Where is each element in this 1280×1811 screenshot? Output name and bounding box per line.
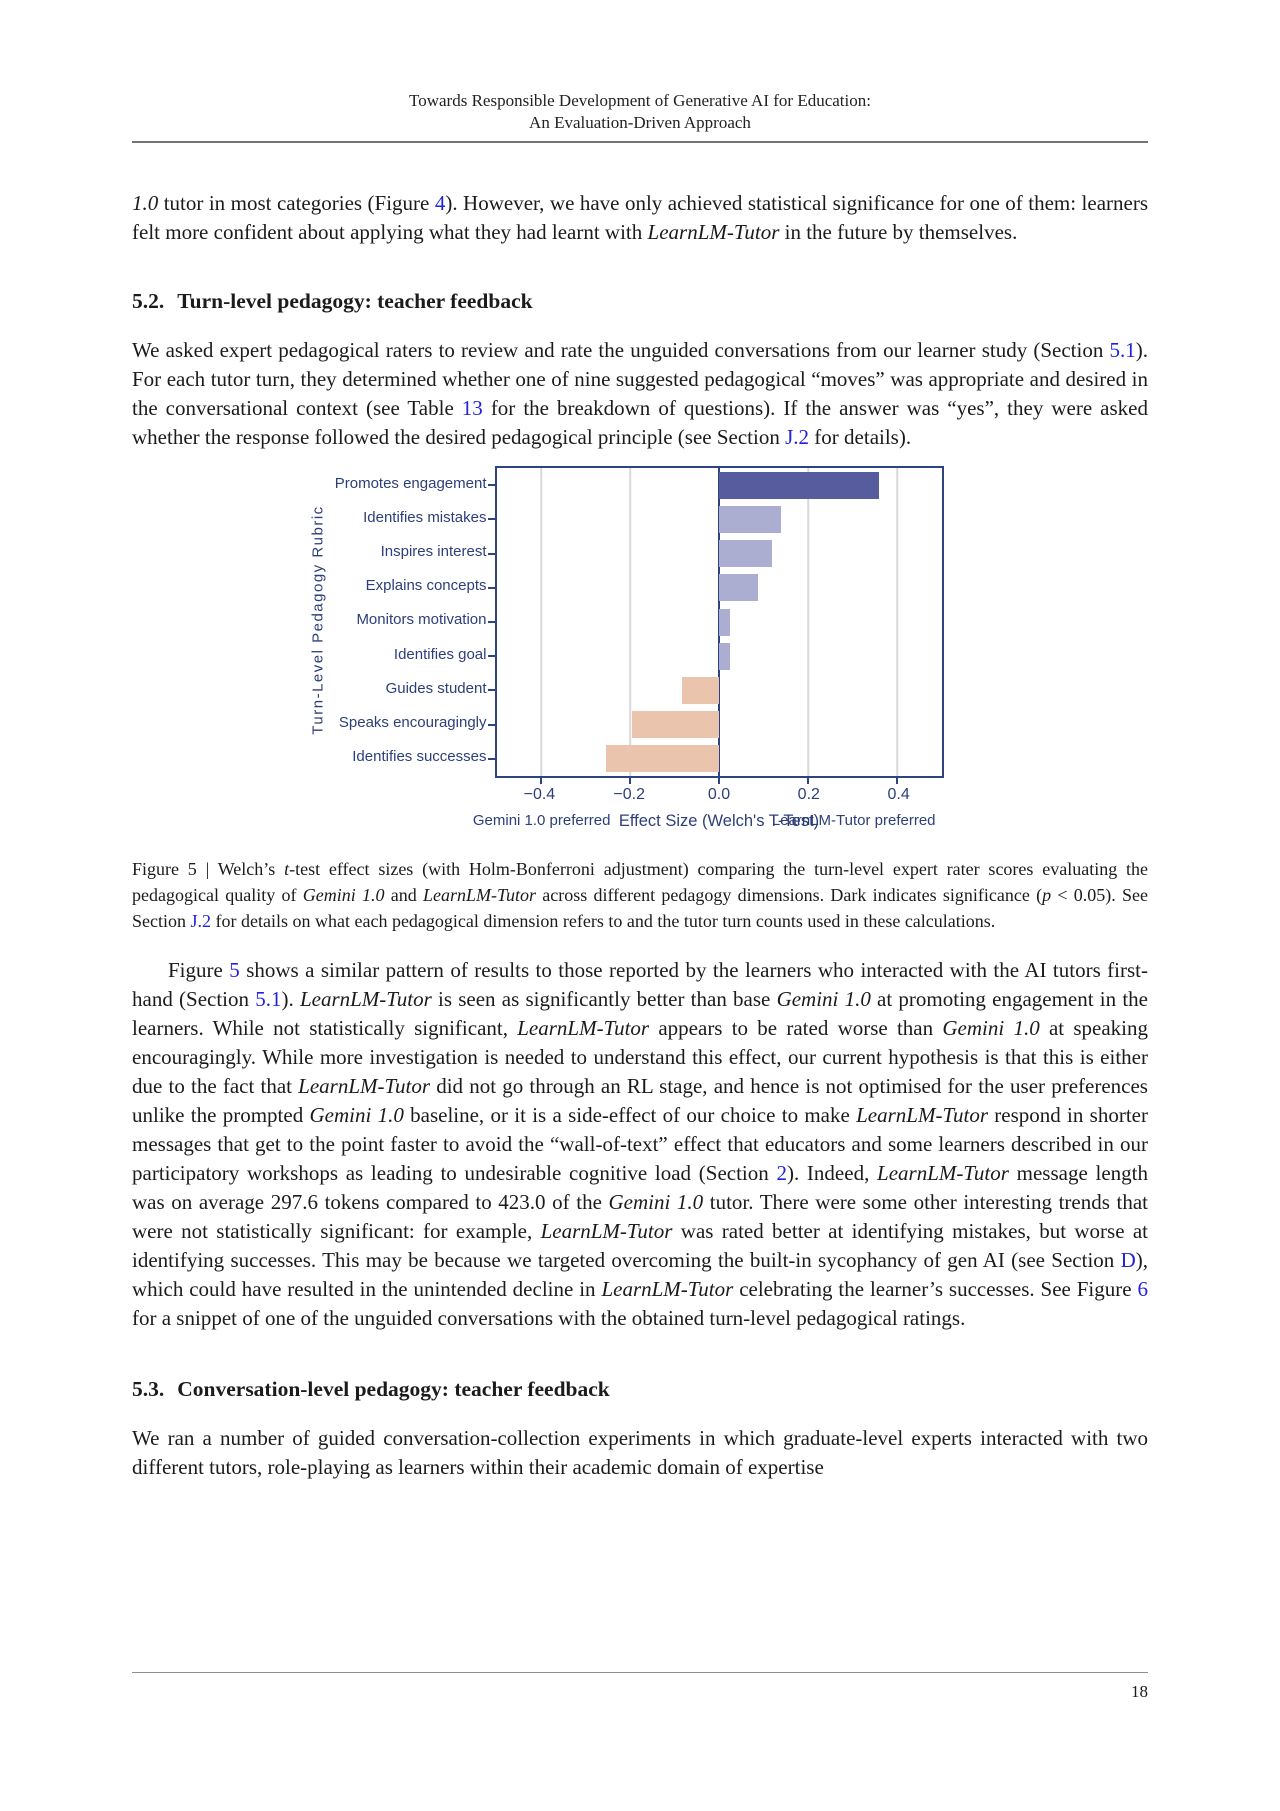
italic-text: LearnLM-Tutor bbox=[298, 1074, 431, 1098]
chart-bar bbox=[719, 506, 781, 533]
y-axis-label-column bbox=[301, 466, 335, 774]
italic-text: LearnLM-Tutor bbox=[601, 1277, 734, 1301]
text-run: and bbox=[384, 885, 423, 905]
italic-text: LearnLM-Tutor bbox=[647, 220, 780, 244]
section-number: 5.3. bbox=[132, 1377, 165, 1401]
text-run: in the future by themselves. bbox=[779, 220, 1018, 244]
italic-text: Gemini 1.0 bbox=[776, 987, 871, 1011]
text-run: for details). bbox=[809, 425, 912, 449]
text-run: message length was on average 297.6 tokens compared to 423.0 of the bbox=[132, 1161, 1148, 1214]
category-label: Speaks encouragingly bbox=[338, 714, 487, 732]
section-heading-5-3 bbox=[132, 1377, 1148, 1402]
text-run: shows a similar pattern of results to those reported by the learners who interacted with the AI tutors first-hand (Section bbox=[132, 958, 1149, 1011]
x-tick-mark bbox=[718, 778, 720, 784]
x-tick-mark bbox=[807, 778, 809, 784]
ref-link[interactable]: 5 bbox=[229, 958, 240, 982]
ref-link[interactable]: J.2 bbox=[190, 911, 212, 931]
text-run: ). bbox=[281, 987, 300, 1011]
chart-bar bbox=[719, 574, 758, 601]
bar-chart bbox=[301, 466, 944, 836]
chart-bar bbox=[719, 609, 730, 636]
page-number: 18 bbox=[1131, 1682, 1148, 1701]
y-tick-mark bbox=[488, 518, 495, 520]
y-tick-mark bbox=[488, 621, 495, 623]
text-run: ). However, we have only achieved statistical significance for one of them: learners felt more confident about applying what they had learnt with bbox=[132, 191, 1149, 244]
text-run: tutor. There were some other interesting trends that were not statistically significant: for example, bbox=[132, 1190, 1148, 1243]
text-run: appears to be rated worse than bbox=[649, 1016, 943, 1040]
y-tick-mark bbox=[488, 655, 495, 657]
text-run: was rated better at identifying mistakes, but worse at identifying successes. This may be because we targeted overcoming the built-in sycophancy of gen AI (see Section bbox=[132, 1219, 1148, 1272]
ref-link[interactable]: 6 bbox=[1137, 1277, 1148, 1301]
x-axis-label: Effect Size (Welch's T-Test) bbox=[618, 812, 820, 830]
chart-bar bbox=[632, 711, 719, 738]
italic-text: LearnLM-Tutor bbox=[877, 1161, 1009, 1185]
text-run: celebrating the learner’s successes. See Figure bbox=[733, 1277, 1138, 1301]
paragraph-intro bbox=[132, 189, 1148, 247]
x-tick-mark bbox=[896, 778, 898, 784]
y-tick-mark bbox=[488, 758, 495, 760]
page-footer bbox=[132, 1672, 1148, 1702]
figure-5 bbox=[132, 466, 1148, 836]
category-label: Promotes engagement bbox=[334, 474, 487, 492]
chart-plot-column bbox=[472, 466, 944, 836]
running-header bbox=[132, 90, 1148, 134]
category-label: Identifies mistakes bbox=[363, 508, 487, 526]
chart-bar bbox=[719, 643, 730, 670]
x-tick-mark bbox=[540, 778, 542, 784]
text-run: Figure bbox=[168, 958, 230, 982]
x-tick-mark bbox=[629, 778, 631, 784]
text-run: ), which could have resulted in the unintended decline in bbox=[132, 1248, 1148, 1301]
right-axis-caption: LearnLM-Tutor preferred bbox=[771, 812, 936, 829]
ref-link[interactable]: J.2 bbox=[785, 425, 810, 449]
gridline bbox=[807, 468, 809, 776]
x-tick-label: 0.0 bbox=[707, 786, 731, 803]
y-axis-label: Turn-Level Pedagogy Rubric bbox=[309, 505, 326, 735]
gridline bbox=[629, 468, 631, 776]
y-tick-mark bbox=[488, 484, 495, 486]
y-tick-mark bbox=[488, 587, 495, 589]
text-run: tutor in most categories (Figure bbox=[158, 191, 435, 215]
text-run: at promoting engagement in the learners. While not statistically significant, bbox=[132, 987, 1148, 1040]
text-run: at speaking encouragingly. While more investigation is needed to understand this effect, our current hypothesis is that this is either due to the fact that bbox=[132, 1016, 1149, 1098]
figure-caption bbox=[132, 856, 1148, 934]
x-tick-label: 0.4 bbox=[887, 786, 910, 803]
header-rule bbox=[132, 141, 1148, 143]
italic-text: Gemini 1.0 bbox=[942, 1016, 1040, 1040]
chart-bar bbox=[682, 677, 719, 704]
header-title-line1: Towards Responsible Development of Generative AI for Education: bbox=[409, 91, 871, 110]
category-label: Inspires interest bbox=[380, 543, 487, 561]
text-run: Figure 5 | Welch’s bbox=[132, 859, 285, 879]
x-tick-label: −0.2 bbox=[613, 786, 645, 803]
category-label: Guides student bbox=[385, 679, 487, 697]
category-label: Monitors motivation bbox=[356, 611, 487, 629]
x-tick-label: 0.2 bbox=[797, 786, 820, 803]
ref-link[interactable]: 13 bbox=[461, 396, 483, 420]
italic-text: LearnLM-Tutor bbox=[517, 1016, 650, 1040]
text-run: across different pedagogy dimensions. Dark indicates significance ( bbox=[536, 885, 1043, 905]
section-title: Conversation-level pedagogy: teacher feedback bbox=[177, 1377, 610, 1401]
ref-link[interactable]: 5.1 bbox=[255, 987, 282, 1011]
text-run: We ran a number of guided conversation-collection experiments in which graduate-level experts interacted with two different tutors, role-playing as learners within their academic domain of expertise bbox=[132, 1426, 1148, 1479]
ref-link[interactable]: D bbox=[1120, 1248, 1136, 1272]
italic-text: 1.0 bbox=[132, 191, 159, 215]
gridline bbox=[540, 468, 542, 776]
text-run: is seen as significantly better than base bbox=[431, 987, 777, 1011]
footer-rule bbox=[132, 1672, 1148, 1673]
chart-bar bbox=[606, 745, 719, 772]
y-tick-mark bbox=[488, 553, 495, 555]
text-run: ). For each tutor turn, they determined whether one of nine suggested pedagogical “moves” was appropriate and desired in the conversational context (see Table bbox=[132, 338, 1148, 420]
italic-text: Gemini 1.0 bbox=[309, 1103, 404, 1127]
category-label: Identifies successes bbox=[352, 748, 487, 766]
italic-text: LearnLM-Tutor bbox=[299, 987, 432, 1011]
category-label: Explains concepts bbox=[365, 577, 487, 595]
section-heading-5-2 bbox=[132, 289, 1148, 314]
text-run: for a snippet of one of the unguided conversations with the obtained turn-level pedagogical ratings. bbox=[132, 1306, 966, 1330]
chart-axis-captions bbox=[472, 812, 944, 836]
text-run: baseline, or it is a side-effect of our choice to make bbox=[403, 1103, 857, 1127]
italic-text: LearnLM-Tutor bbox=[856, 1103, 988, 1127]
ref-link[interactable]: 4 bbox=[434, 191, 446, 215]
text-run: We asked expert pedagogical raters to review and rate the unguided conversations from our learner study (Section bbox=[132, 338, 1110, 362]
text-run: -test effect sizes (with Holm-Bonferroni adjustment) comparing the turn-level expert rater scores evaluating the pedagogical quality of bbox=[132, 859, 1148, 905]
paragraph-methodology bbox=[132, 336, 1148, 452]
text-run: respond in shorter messages that get to the point faster to avoid the “wall-of-text” effect that educators and some learners described in our participatory workshops as leading to undesirable cognitive load (Section bbox=[132, 1103, 1148, 1185]
text-run: for the breakdown of questions). If the answer was “yes”, they were asked whether the response followed the desired pedagogical principle (see Section bbox=[132, 396, 1148, 449]
chart-plot bbox=[495, 466, 944, 778]
italic-text: t bbox=[284, 859, 290, 879]
italic-text: Gemini 1.0 bbox=[608, 1190, 704, 1214]
italic-text: LearnLM-Tutor bbox=[540, 1219, 673, 1243]
gridline bbox=[896, 468, 898, 776]
text-run: < 0.05). See Section bbox=[132, 885, 1148, 931]
text-run: ). Indeed, bbox=[786, 1161, 878, 1185]
ref-link[interactable]: 2 bbox=[776, 1161, 787, 1185]
text-run: for details on what each pedagogical dimension refers to and the tutor turn counts used in these calculations. bbox=[211, 911, 996, 931]
chart-category-labels bbox=[335, 466, 495, 774]
paragraph-discussion bbox=[132, 956, 1148, 1333]
chart-bar bbox=[719, 540, 772, 567]
left-axis-caption: Gemini 1.0 preferred bbox=[472, 812, 611, 829]
ref-link[interactable]: 5.1 bbox=[1109, 338, 1136, 362]
section-title: Turn-level pedagogy: teacher feedback bbox=[177, 289, 533, 313]
text-run: did not go through an RL stage, and hence is not optimised for the user preferences unlike the prompted bbox=[132, 1074, 1148, 1127]
chart-bar bbox=[719, 472, 879, 499]
y-tick-mark bbox=[488, 724, 495, 726]
header-title-line2: An Evaluation-Driven Approach bbox=[529, 113, 751, 132]
chart-xticks bbox=[495, 786, 944, 812]
paragraph-conversation-intro bbox=[132, 1424, 1148, 1482]
section-number: 5.2. bbox=[132, 289, 165, 313]
x-tick-label: −0.4 bbox=[523, 786, 556, 803]
italic-text: LearnLM-Tutor bbox=[422, 885, 537, 905]
italic-text: p bbox=[1042, 885, 1052, 905]
category-label: Identifies goal bbox=[393, 645, 487, 663]
italic-text: Gemini 1.0 bbox=[302, 885, 385, 905]
y-tick-mark bbox=[488, 689, 495, 691]
